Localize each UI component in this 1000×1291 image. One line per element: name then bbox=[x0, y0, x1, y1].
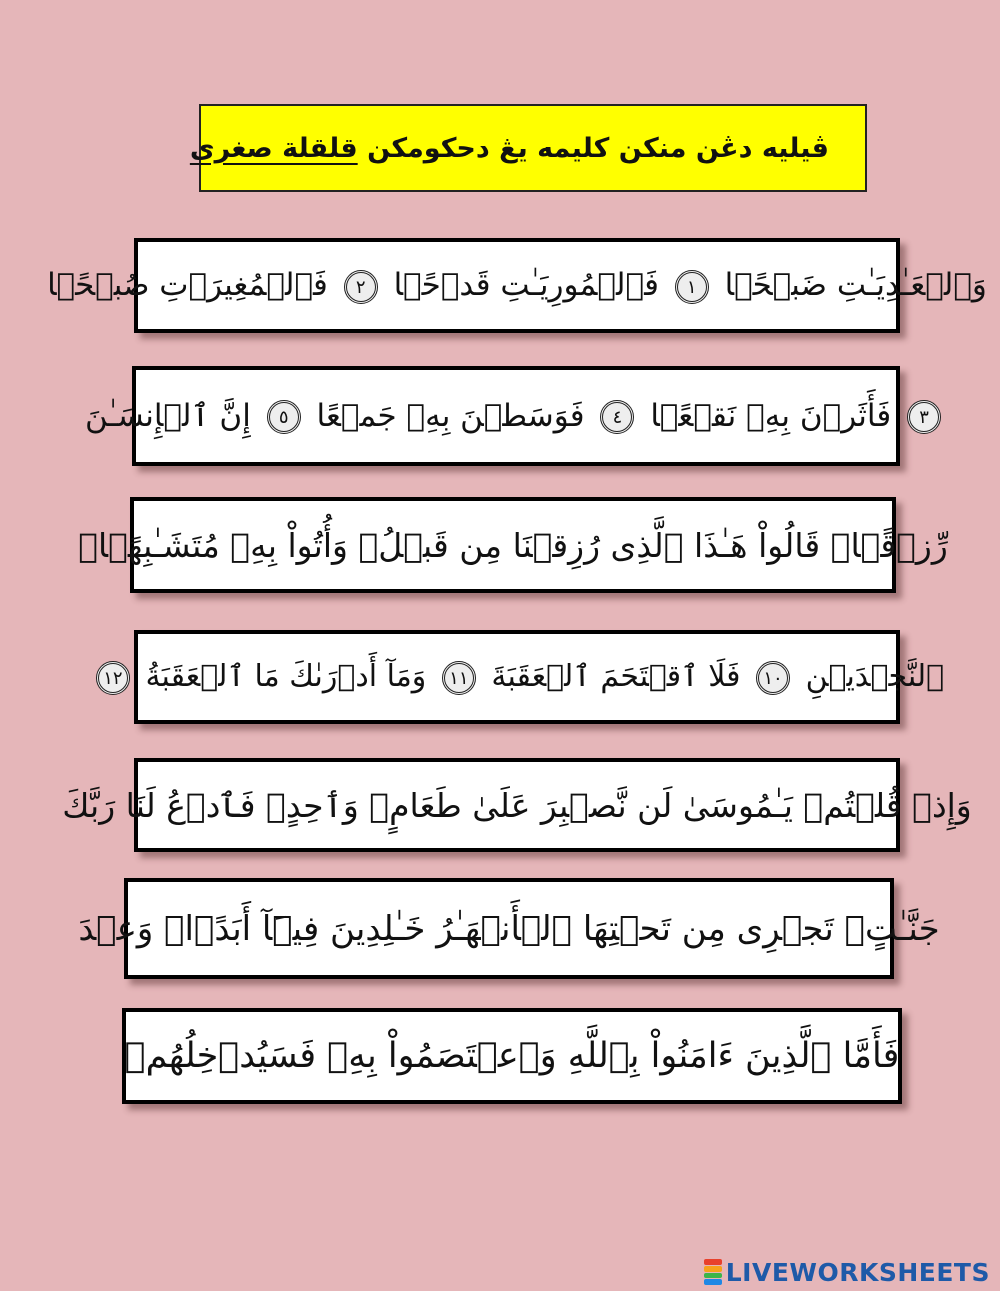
verse-text-5[interactable] bbox=[62, 786, 972, 825]
liveworksheets-footer bbox=[704, 1257, 990, 1287]
verse-segment: جَنَّـٰتٍ۬ تَجۡرِى مِن تَحۡتِهَا ٱلۡأَنۡهَـٰرُ خَـٰلِدِينَ فِيہَآ أَبَدً۬اۖ وَعۡدَ bbox=[78, 908, 940, 949]
ayah-number-marker: ٥ bbox=[267, 400, 301, 434]
verse-box-7 bbox=[122, 1008, 902, 1104]
verse-text-1[interactable] bbox=[47, 267, 987, 304]
verse-segment: وَمَآ أَدۡرَٮٰكَ مَا ٱلۡعَقَبَةُ bbox=[145, 659, 427, 695]
ayah-number-marker: ٣ bbox=[907, 400, 941, 434]
verse-box-6 bbox=[78, 878, 940, 979]
verse-text-7[interactable] bbox=[125, 1036, 900, 1076]
verse-text-4[interactable] bbox=[90, 659, 944, 695]
verse-box-3 bbox=[78, 497, 948, 593]
verse-text-3[interactable] bbox=[78, 526, 948, 565]
instruction-text-main: ڤيليه دڠن منكن كليمه يڠ دحكومكن bbox=[357, 132, 829, 164]
ayah-number-marker: ١١ bbox=[442, 661, 476, 695]
verse-segment: فَلَا ٱقۡتَحَمَ ٱلۡعَقَبَةَ bbox=[491, 659, 741, 695]
verse-segment: فَأَثَرۡنَ بِهِۦ نَقۡعً۬ا bbox=[650, 397, 892, 434]
verse-segment: فَأَمَّا ٱلَّذِينَ ءَامَنُواْ بِٱللَّهِ وَٱعۡتَصَمُواْ بِهِۦ فَسَيُدۡخِلُهُمۡ bbox=[124, 1036, 900, 1076]
verse-text-6[interactable] bbox=[78, 909, 939, 949]
verse-segment: إِنَّ ٱلۡإِنسَـٰنَ bbox=[84, 397, 251, 434]
verse-box-5 bbox=[62, 758, 972, 852]
instruction-box bbox=[189, 104, 867, 192]
ayah-number-marker: ٤ bbox=[600, 400, 634, 434]
ayah-number-marker: ٢ bbox=[344, 270, 378, 304]
verse-segment: ٱلنَّجۡدَيۡنِ bbox=[805, 659, 945, 695]
verse-box-2 bbox=[84, 366, 929, 466]
verse-segment: فَوَسَطۡنَ بِهِۦ جَمۡعًا bbox=[316, 397, 585, 434]
verse-segment: وَإِذۡ قُلۡتُمۡ يَـٰمُوسَىٰ لَن نَّصۡبِرَ عَلَىٰ طَعَامٍ۬ وَٲحِدٍ۬ فَٱدۡعُ لَنَا رَبَّكَ bbox=[62, 785, 972, 825]
verse-box-4 bbox=[103, 630, 945, 724]
verse-text-2[interactable] bbox=[85, 398, 947, 435]
verse-segment: فَٱلۡمُغِيرَٲتِ صُبۡحً۬ا bbox=[47, 267, 328, 304]
verse-segment: فَٱلۡمُورِيَـٰتِ قَدۡحً۬ا bbox=[393, 267, 659, 304]
liveworksheets-logo-icon bbox=[704, 1259, 722, 1285]
instruction-text bbox=[190, 133, 829, 164]
verse-segment: رِّزۡقً۬اۙ قَالُواْ هَـٰذَا ٱلَّذِى رُزِقۡنَا مِن قَبۡلُۖ وَأُتُواْ بِهِۦ مُتَشَـٰبِهً۬اۖ bbox=[78, 525, 948, 565]
verse-segment: وَٱلۡعَـٰدِيَـٰتِ ضَبۡحً۬ا bbox=[724, 267, 987, 304]
ayah-number-marker: ١٠ bbox=[756, 661, 790, 695]
ayah-number-marker: ١ bbox=[675, 270, 709, 304]
liveworksheets-brand: LIVEWORKSHEETS bbox=[725, 1257, 990, 1287]
ayah-number-marker: ١٢ bbox=[96, 661, 130, 695]
instruction-underlined-term: قلقلة صغرى bbox=[189, 132, 358, 164]
verse-box-1 bbox=[47, 238, 987, 333]
